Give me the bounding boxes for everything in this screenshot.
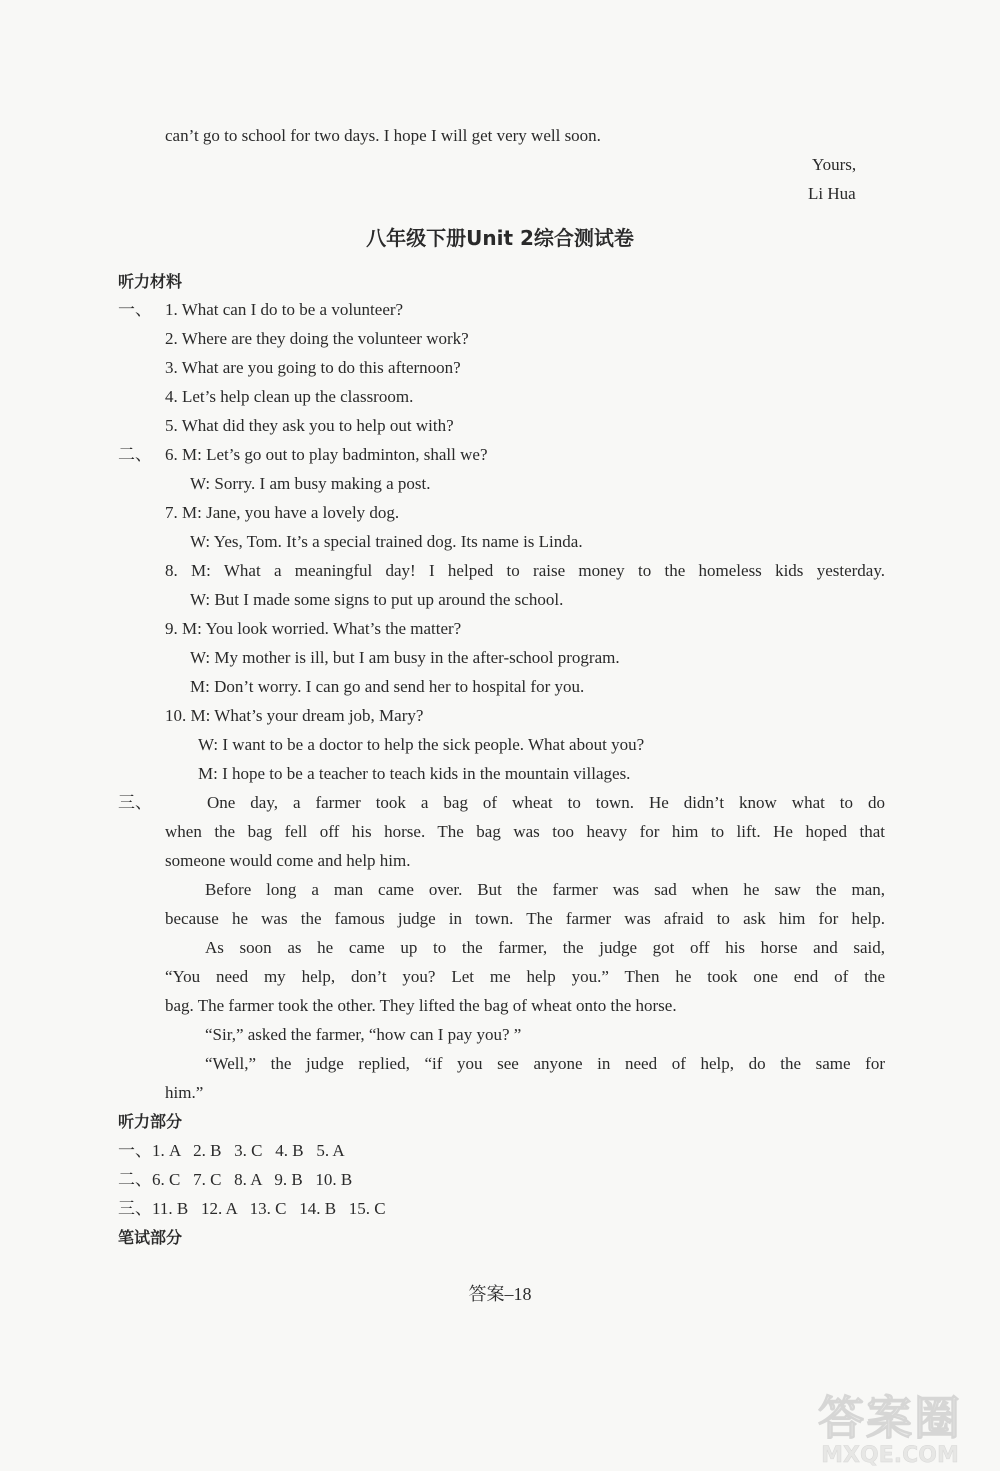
passage-line: As soon as he came up to the farmer, the judge got off his horse and said, — [205, 938, 885, 957]
passage-line: bag. The farmer took the other. They lifted the bag of wheat onto the horse. — [165, 996, 677, 1015]
section1-item: 4. Let’s help clean up the classroom. — [165, 387, 414, 406]
watermark-text-top: 答案圈 — [818, 1391, 962, 1445]
section2-prefix: 二、 — [118, 445, 152, 464]
section1-item: 2. Where are they doing the volunteer work? — [165, 329, 469, 348]
passage-line: One day, a farmer took a bag of wheat to town. He didn’t know what to do — [207, 793, 885, 812]
letter-closing: Yours, — [812, 155, 857, 174]
dialogue-line: M: I hope to be a teacher to teach kids in the mountain villages. — [198, 764, 631, 783]
dialogue-line: 8. M: What a meaningful day! I helped to raise money to the homeless kids yesterday. — [165, 561, 885, 580]
watermark-logo — [790, 1392, 990, 1468]
dialogue-line: W: Yes, Tom. It’s a special trained dog. Its name is Linda. — [190, 532, 583, 551]
dialogue-line: W: I want to be a doctor to help the sick people. What about you? — [198, 735, 645, 754]
letter-signature: Li Hua — [808, 184, 856, 203]
answer-row: 一、1. A 2. B 3. C 4. B 5. A — [118, 1141, 345, 1160]
section1-item: 5. What did they ask you to help out with? — [165, 416, 454, 435]
passage-line: someone would come and help him. — [165, 851, 411, 870]
passage-line: him.” — [165, 1083, 204, 1102]
answer-row: 三、11. B 12. A 13. C 14. B 15. C — [118, 1199, 386, 1218]
passage-line: when the bag fell off his horse. The bag was too heavy for him to lift. He hoped that — [165, 822, 885, 841]
passage-line: “Sir,” asked the farmer, “how can I pay you? ” — [205, 1025, 522, 1044]
page-title: 八年级下册Unit 2综合测试卷 — [366, 226, 634, 250]
page-number: 答案–18 — [468, 1284, 532, 1304]
dialogue-line: W: My mother is ill, but I am busy in the after-school program. — [190, 648, 620, 667]
watermark-text-bottom: MXQE.COM — [821, 1443, 959, 1468]
section1-item: 1. What can I do to be a volunteer? — [165, 300, 404, 319]
written-heading: 笔试部分 — [118, 1228, 183, 1247]
dialogue-line: 9. M: You look worried. What’s the matter? — [165, 619, 462, 638]
passage-line: because he was the famous judge in town. The farmer was afraid to ask him for help. — [165, 909, 885, 928]
section3-prefix: 三、 — [118, 793, 152, 812]
dialogue-line: 6. M: Let’s go out to play badminton, shall we? — [165, 445, 488, 464]
dialogue-line: 7. M: Jane, you have a lovely dog. — [165, 503, 400, 522]
answer-row: 二、6. C 7. C 8. A 9. B 10. B — [118, 1170, 353, 1189]
listening-answers-heading: 听力部分 — [118, 1112, 183, 1131]
dialogue-line: M: Don’t worry. I can go and send her to hospital for you. — [190, 677, 585, 696]
dialogue-line: W: Sorry. I am busy making a post. — [190, 474, 431, 493]
letter-line: can’t go to school for two days. I hope I will get very well soon. — [165, 126, 601, 145]
section1-item: 3. What are you going to do this afternoon? — [165, 358, 461, 377]
passage-line: “Well,” the judge replied, “if you see anyone in need of help, do the same for — [205, 1054, 885, 1073]
passage-line: “You need my help, don’t you? Let me help you.” Then he took one end of the — [165, 967, 885, 986]
passage-line: Before long a man came over. But the farmer was sad when he saw the man, — [205, 880, 885, 899]
dialogue-line: W: But I made some signs to put up around the school. — [190, 590, 564, 609]
dialogue-line: 10. M: What’s your dream job, Mary? — [165, 706, 424, 725]
section1-prefix: 一、 — [118, 300, 152, 319]
listening-material-heading: 听力材料 — [118, 272, 183, 291]
